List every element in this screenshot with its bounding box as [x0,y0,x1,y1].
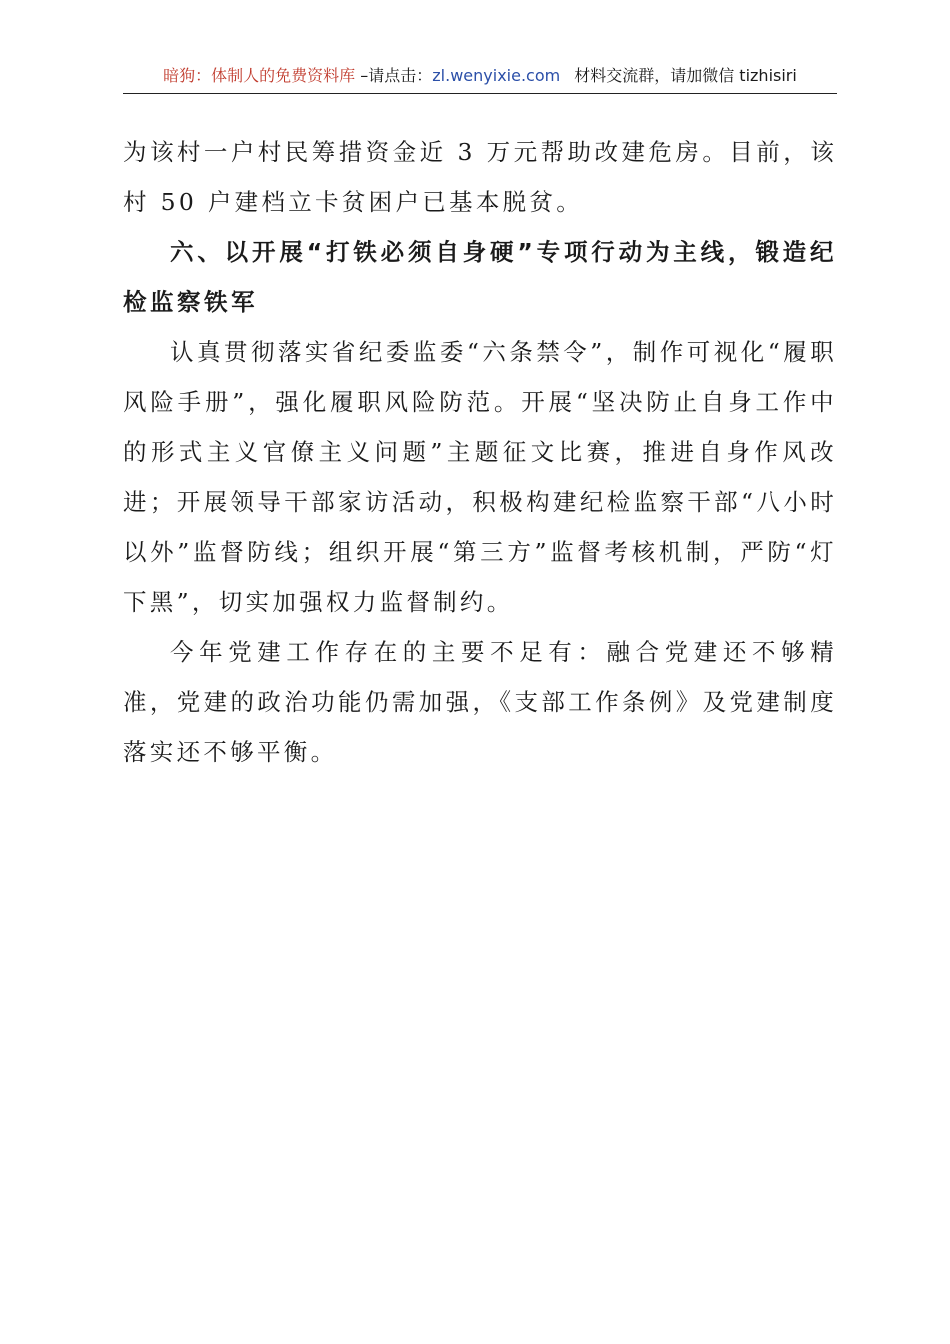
header-brand: 暗狗：体制人的免费资料库 [163,66,356,85]
paragraph-continuation: 为该村一户村民筹措资金近 3 万元帮助改建危房。目前，该村 50 户建档立卡贫困户已基本脱贫。 [123,138,837,216]
header-prompt: –请点击： [355,66,433,85]
document-body [123,127,837,777]
paragraph-conclusion: 今年党建工作存在的主要不足有：融合党建还不够精准，党建的政治功能仍需加强，《支部工作条例》及党建制度落实还不够平衡。 [123,638,837,766]
section-heading: 六、以开展“打铁必须自身硬”专项行动为主线，锻造纪检监察铁军 [123,238,837,316]
page-header [123,58,837,94]
header-contact: 材料交流群，请加微信 tizhisiri [574,66,797,85]
paragraph-body: 认真贯彻落实省纪委监委“六条禁令”，制作可视化“履职风险手册”，强化履职风险防范。开展“坚决防止自身工作中的形式主义官僚主义问题”主题征文比赛，推进自身作风改进；开展领导干部家访活动，积极构建纪检监察干部“八小时以外”监督防线；组织开展“第三方”监督考核机制，严防“灯下黑”，切实加强权力监督制约。 [123,338,837,616]
header-link[interactable]: zl.wenyixie.com [432,66,561,85]
